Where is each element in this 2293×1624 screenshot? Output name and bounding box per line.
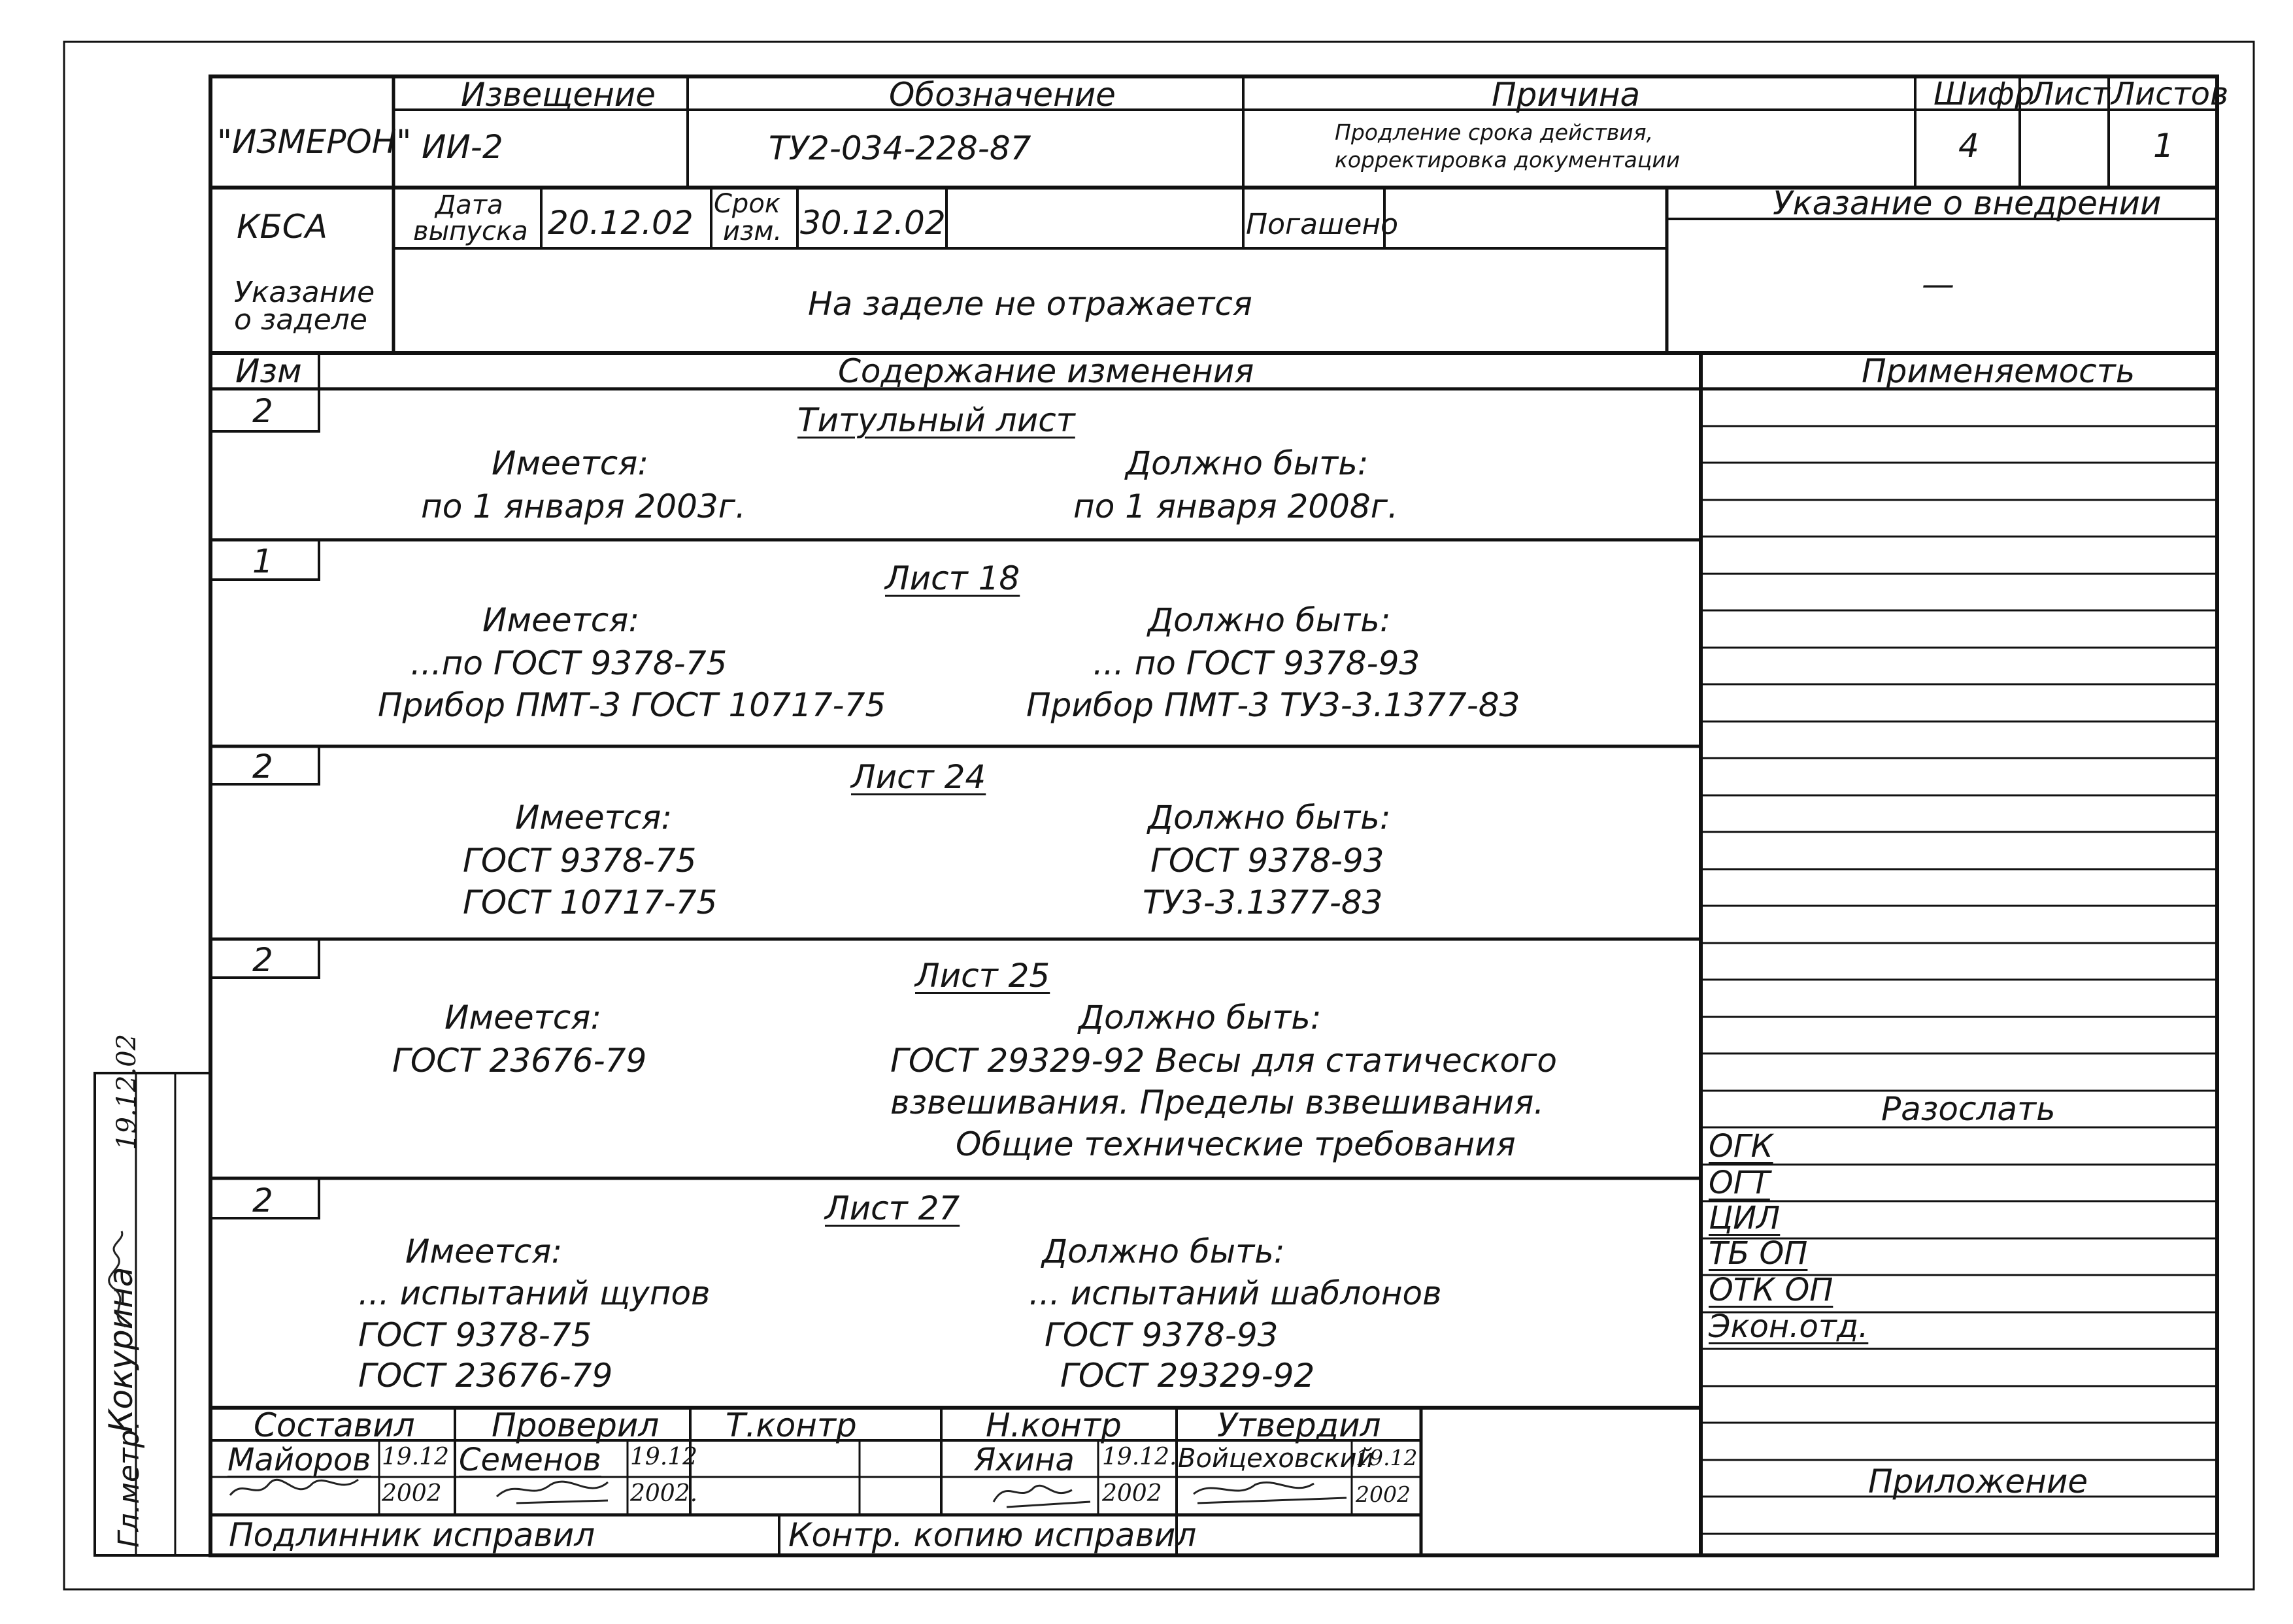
section-4-should-line-2: взвешивания. Пределы взвешивания. [890, 1084, 1545, 1121]
section-2-title: Лист 18 [885, 559, 1020, 597]
approved-by-label: Утвердил [1217, 1406, 1381, 1444]
cipher-label: Шифр [1933, 76, 2035, 112]
department: КБСА [237, 208, 327, 246]
designation-value: ТУ2-034-228-87 [769, 129, 1031, 167]
implementation-label: Указание о внедрении [1773, 184, 2162, 222]
section-2-izm: 1 [252, 542, 273, 580]
section-3-should-line-2: ТУ3-3.1377-83 [1143, 884, 1383, 921]
backlog-label-2: о заделе [234, 303, 367, 337]
checked-date-1: 19.12 [630, 1444, 698, 1470]
approved-date-2: 2002 [1356, 1482, 1411, 1507]
distribution-label: Разослать [1881, 1090, 2056, 1128]
approved-date-1: 19.12 [1356, 1445, 1418, 1470]
distribution-item-otk-op: ОТК ОП [1709, 1272, 1833, 1308]
reason-label: Причина [1492, 76, 1641, 114]
change-term-label-1: Срок [714, 189, 780, 219]
sheets-label: Листов [2111, 76, 2229, 112]
reason-line-1: Продление срока действия, [1335, 120, 1654, 145]
section-1-should-line-1: по 1 января 2008г. [1073, 488, 1398, 525]
repaid-label: Погашено [1246, 208, 1399, 241]
checked-by-label: Проверил [492, 1406, 660, 1444]
control-copy-corrected-label: Контр. копию исправил [788, 1516, 1197, 1554]
issue-date-value: 20.12.02 [548, 204, 694, 242]
section-5-has-line-1: ... испытаний щупов [358, 1274, 711, 1312]
margin-stamp-date: 19.12.02 [112, 1033, 142, 1150]
section-4-should-label: Должно быть: [1079, 999, 1322, 1036]
margin-stamp-signature [99, 1229, 139, 1333]
section-5-has-label: Имеется: [405, 1233, 563, 1270]
margin-stamp-role: Гл.метр. [112, 1420, 146, 1548]
distribution-item-econ: Экон.отд. [1709, 1308, 1869, 1345]
section-5-should-line-3: ГОСТ 29329-92 [1060, 1357, 1315, 1395]
section-2-should-line-2: Прибор ПМТ-3 ТУ3-3.1377-83 [1026, 686, 1520, 724]
section-5-has-line-3: ГОСТ 23676-79 [358, 1357, 613, 1395]
appendix-label: Приложение [1868, 1463, 2088, 1500]
composed-by-label: Составил [254, 1406, 415, 1444]
checked-by-name: Семенов [459, 1442, 601, 1478]
notice-label: Извещение [461, 76, 656, 114]
section-2-should-label: Должно быть: [1148, 601, 1391, 639]
margin-stamp-name: Кокурина [102, 1267, 140, 1433]
section-5-should-line-1: ... испытаний шаблонов [1029, 1274, 1442, 1312]
sheets-value: 1 [2153, 127, 2174, 165]
tech-control-label: Т.контр [726, 1406, 857, 1444]
backlog-label-1: Указание [234, 276, 375, 309]
section-2-should-line-1: ... по ГОСТ 9378-93 [1093, 644, 1420, 682]
section-4-izm: 2 [252, 941, 273, 979]
section-4-title: Лист 25 [915, 957, 1050, 995]
section-1-izm: 2 [252, 392, 273, 430]
section-1-has-line-1: по 1 января 2003г. [421, 488, 746, 525]
section-3-izm: 2 [252, 748, 273, 786]
section-5-title: Лист 27 [825, 1189, 960, 1227]
distribution-item-cil: ЦИЛ [1709, 1200, 1781, 1236]
section-1-has-label: Имеется: [492, 444, 649, 482]
norm-control-name: Яхина [974, 1442, 1075, 1478]
sheet-label: Лист [2030, 76, 2110, 112]
section-4-has-line-1: ГОСТ 23676-79 [392, 1042, 647, 1080]
issue-date-label-2: выпуска [413, 216, 528, 246]
content-column-label: Содержание изменения [838, 352, 1254, 390]
section-4-has-label: Имеется: [444, 999, 602, 1036]
section-4-should-line-3: Общие технические требования [956, 1125, 1516, 1163]
norm-control-date-1: 19.12. [1102, 1444, 1177, 1470]
section-1-should-label: Должно быть: [1126, 444, 1369, 482]
cipher-value: 4 [1958, 127, 1979, 165]
distribution-item-tb-op: ТБ ОП [1709, 1235, 1808, 1272]
change-term-label-2: изм. [723, 216, 782, 246]
section-3-should-label: Должно быть: [1148, 799, 1391, 837]
issue-date-label-1: Дата [435, 190, 503, 220]
section-3-has-label: Имеется: [515, 799, 673, 837]
change-term-value: 30.12.02 [800, 204, 946, 242]
applicability-column-label: Применяемость [1862, 352, 2135, 390]
section-2-has-line-1: ...по ГОСТ 9378-75 [410, 644, 728, 682]
distribution-item-ogt: ОГТ [1709, 1165, 1770, 1201]
composed-date-1: 19.12 [382, 1444, 450, 1470]
implementation-value: — [1922, 265, 1954, 303]
notice-number: ИИ-2 [422, 128, 503, 166]
norm-control-date-2: 2002 [1102, 1480, 1162, 1507]
section-4-should-line-1: ГОСТ 29329-92 Весы для статического [890, 1042, 1557, 1080]
section-5-should-line-2: ГОСТ 9378-93 [1045, 1316, 1279, 1354]
section-2-has-line-2: Прибор ПМТ-3 ГОСТ 10717-75 [378, 686, 886, 724]
section-3-title: Лист 24 [851, 758, 986, 796]
approved-by-name: Войцеховский [1178, 1444, 1374, 1474]
section-5-izm: 2 [252, 1182, 273, 1219]
norm-control-label: Н.контр [986, 1406, 1122, 1444]
section-5-should-label: Должно быть: [1042, 1233, 1285, 1270]
distribution-item-ogk: ОГК [1709, 1128, 1773, 1165]
backlog-value: На заделе не отражается [808, 285, 1252, 323]
checked-date-2: 2002. [630, 1480, 698, 1507]
org-name: "ИЗМЕРОН" [217, 123, 412, 161]
composed-by-name: Майоров [227, 1442, 371, 1478]
section-3-should-line-1: ГОСТ 9378-93 [1150, 842, 1384, 880]
izm-column-label: Изм [235, 352, 302, 390]
reason-line-2: корректировка документации [1335, 147, 1681, 173]
designation-label: Обозначение [889, 76, 1116, 114]
original-corrected-label: Подлинник исправил [229, 1516, 595, 1554]
section-1-title: Титульный лист [797, 401, 1075, 439]
composed-date-2: 2002 [382, 1480, 442, 1507]
section-3-has-line-2: ГОСТ 10717-75 [463, 884, 718, 921]
section-2-has-label: Имеется: [482, 601, 640, 639]
section-3-has-line-1: ГОСТ 9378-75 [463, 842, 697, 880]
section-5-has-line-2: ГОСТ 9378-75 [358, 1316, 592, 1354]
